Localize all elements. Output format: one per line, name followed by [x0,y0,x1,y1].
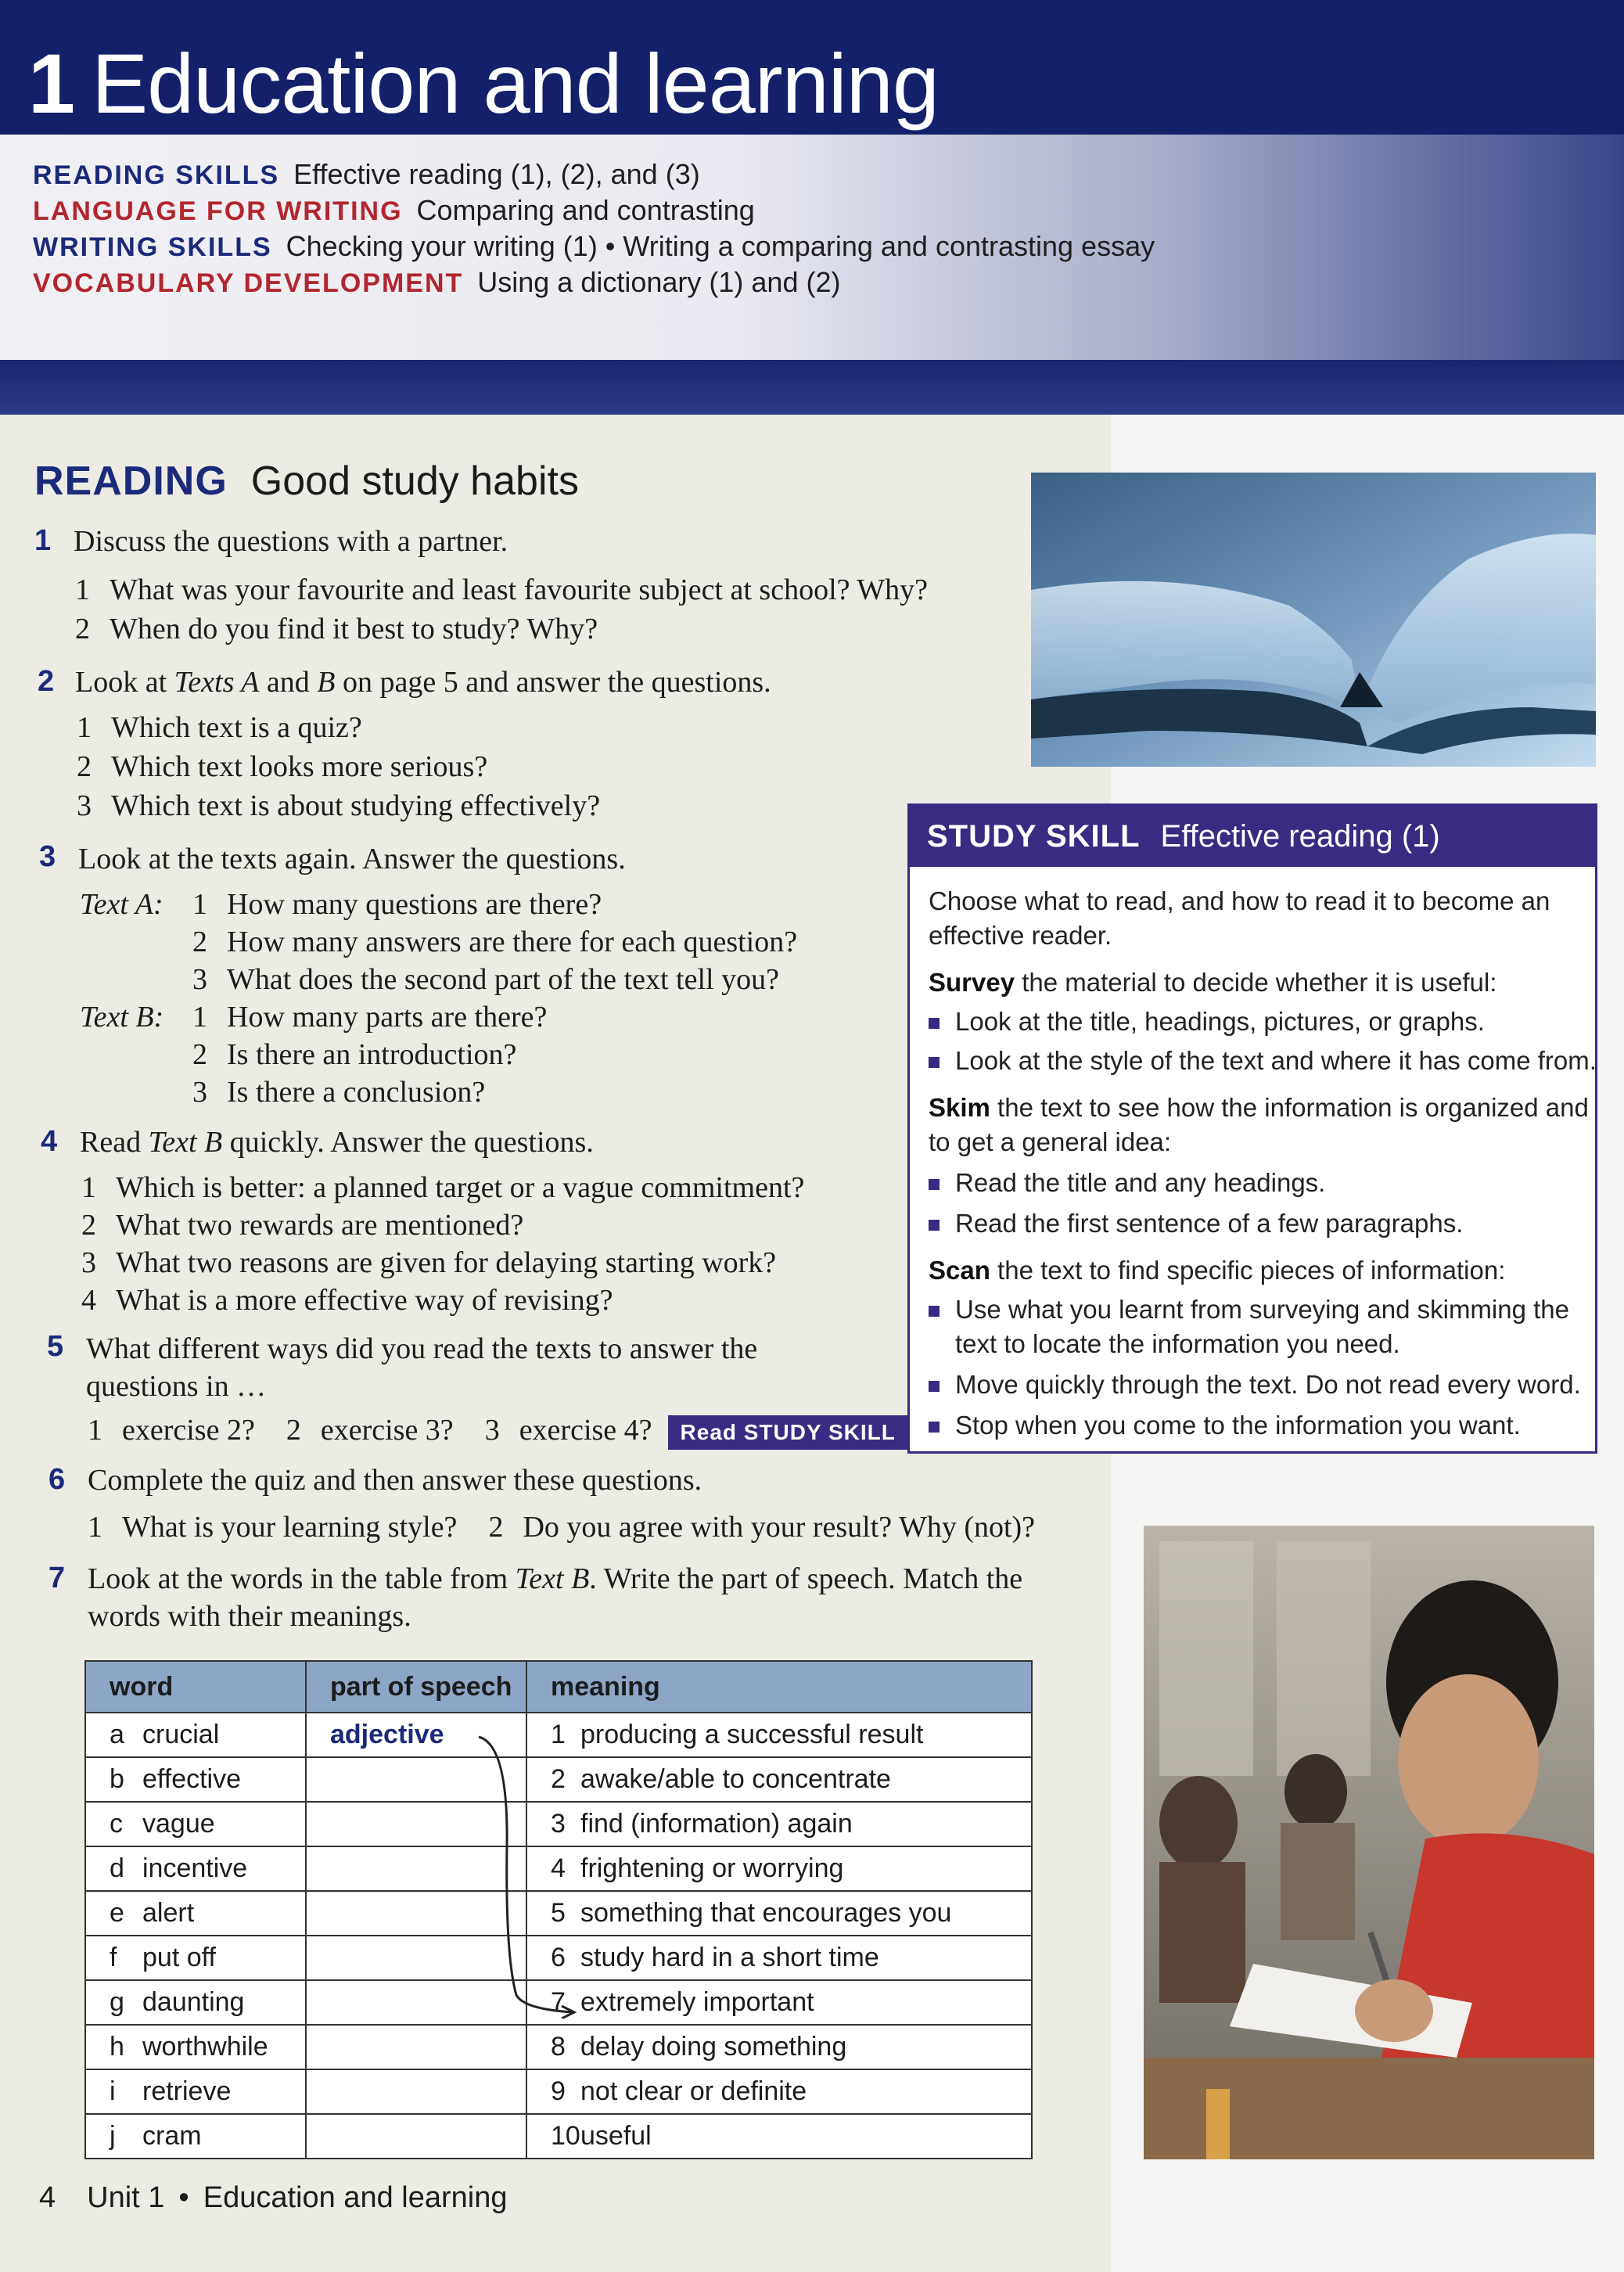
footer-separator: • [178,2181,189,2214]
exercise-number: 6 [49,1463,66,1496]
scan-bullet: Use what you learnt from surveying and skimming the [929,1292,1569,1327]
exercise-3-question: 1 How many questions are there? [192,888,602,921]
column-header-meaning: meaning [526,1661,1032,1713]
skill-label: VOCABULARY DEVELOPMENT [33,268,464,298]
skill-label: LANGUAGE FOR WRITING [33,196,403,226]
classroom-photo [1144,1526,1594,2159]
bullet-icon [929,1057,940,1068]
study-skill-header [910,806,1595,867]
exercise-4-question: 2 What two rewards are mentioned? [81,1209,524,1242]
table-row: h worthwhile 8 delay doing something [85,2025,1032,2069]
unit-title [28,34,939,132]
skill-row-writing [33,228,1155,264]
table-header-row [85,1661,1032,1713]
exercise-3-question: 2 How many answers are there for each question? [192,926,798,958]
survey-bullet: Look at the style of the text and where it has come from. [929,1044,1597,1078]
skim-bullet: Read the first sentence of a few paragraphs. [929,1206,1463,1241]
section-title-text: Good study habits [250,458,579,504]
unit-banner [0,0,1624,145]
pos-cell[interactable] [306,2114,526,2159]
exercise-3-question: 1 How many parts are there? [192,1001,548,1034]
exercise-2-question: 1 Which text is a quiz? [77,711,362,744]
skill-text: Effective reading (1), (2), and (3) [293,158,700,190]
footer-title: Education and learning [203,2181,508,2214]
exercise-number: 7 [49,1562,66,1594]
pos-cell[interactable] [306,2025,526,2069]
bullet-icon [929,1381,940,1392]
study-skill-intro: effective reader. [929,921,1112,950]
pos-cell[interactable] [306,2069,526,2114]
exercise-number: 1 [34,524,52,557]
bullet-icon [929,1220,940,1231]
scan-bullet-cont: text to locate the information you need. [955,1329,1400,1358]
exercise-3-question: 3 Is there a conclusion? [192,1076,486,1109]
footer-unit: Unit 1 [87,2181,165,2214]
exercise-5-instruction-cont: questions in … [86,1370,267,1403]
text-a-label: Text A: [80,888,163,921]
study-skill-intro: Choose what to read, and how to read it to become an [929,886,1550,915]
table-row: e alert 5 something that encourages you [85,1891,1032,1936]
table-row: i retrieve 9 not clear or definite [85,2069,1032,2114]
exercise-2-instruction: Look at Texts A and B on page 5 and answer the questions. [75,666,771,699]
table-row: j cram 10useful [85,2114,1032,2159]
skills-list [33,156,1155,300]
exercise-4-question: 3 What two reasons are given for delaying starting work? [81,1246,777,1279]
exercise-4-question: 4 What is a more effective way of revising? [81,1284,613,1317]
bullet-icon [929,1018,940,1029]
scan-heading: Scan the text to find specific pieces of information: [929,1256,1506,1285]
exercise-number: 4 [41,1125,58,1158]
skim-heading: Skim the text to see how the information is organized and [929,1093,1589,1122]
book-photo [1031,473,1596,767]
skill-row-vocabulary [33,264,1155,300]
exercise-4-question: 1 Which is better: a planned target or a vague commitment? [81,1171,805,1204]
exercise-1-instruction: Discuss the questions with a partner. [74,525,508,558]
skill-text: Checking your writing (1) • Writing a comparing and contrasting essay [286,230,1155,262]
banner-band [0,360,1624,415]
column-header-word: word [85,1661,306,1713]
exercise-6-questions: 1 What is your learning style? 2 Do you agree with your result? Why (not)? [88,1511,1036,1544]
study-skill-title: Effective reading (1) [1160,819,1440,854]
match-line [469,1721,579,2019]
table-row: b effective 2 awake/able to concentrate [85,1757,1032,1802]
exercise-number: 2 [38,665,55,698]
bullet-icon [929,1422,940,1433]
exercise-5-instruction: What different ways did you read the texts to answer the [86,1332,758,1365]
exercise-2-question: 2 Which text looks more serious? [77,750,488,783]
exercise-7-instruction-cont: words with their meanings. [88,1600,411,1633]
exercise-number: 5 [47,1330,64,1363]
skim-heading-cont: to get a general idea: [929,1127,1172,1156]
unit-number: 1 [28,36,75,131]
pos-cell[interactable]: adjective [306,1713,526,1757]
skill-label: WRITING SKILLS [33,232,272,262]
scan-bullet: Move quickly through the text. Do not read every word. [929,1368,1581,1402]
text-b-label: Text B: [80,1001,164,1034]
exercise-7-instruction: Look at the words in the table from Text B. Write the part of speech. Match the [88,1562,1023,1595]
section-label: READING [34,458,228,504]
exercise-3-question: 2 Is there an introduction? [192,1038,517,1071]
page-number: 4 [39,2181,56,2214]
survey-bullet: Look at the title, headings, pictures, or graphs. [929,1005,1485,1039]
skill-label: READING SKILLS [33,160,280,190]
bullet-icon [929,1179,940,1190]
table-row: d incentive 4 frightening or worrying [85,1846,1032,1891]
skill-row-language [33,192,1155,228]
page-footer [39,2181,507,2215]
table-row: g daunting 7 extremely important [85,1980,1032,2025]
exercise-5-options: 1 exercise 2? 2 exercise 3? 3 exercise 4? Read STUDY SKILL [88,1411,908,1450]
exercise-3-instruction: Look at the texts again. Answer the questions. [78,843,626,875]
section-title [34,458,579,505]
survey-heading: Survey the material to decide whether it is useful: [929,968,1497,997]
exercise-1-question: 1 What was your favourite and least favourite subject at school? Why? [75,573,929,606]
exercise-4-instruction: Read Text B quickly. Answer the questions. [80,1126,594,1159]
study-skill-label: STUDY SKILL [927,819,1141,854]
exercise-6-instruction: Complete the quiz and then answer these questions. [88,1464,702,1497]
table-row: a crucial adjective 1 producing a successful result [85,1713,1032,1757]
exercise-1-question: 2 When do you find it best to study? Why? [75,613,598,645]
skill-row-reading [33,156,1155,192]
column-header-part-of-speech: part of speech [306,1661,526,1713]
table-row: c vague 3 find (information) again [85,1802,1032,1846]
skim-bullet: Read the title and any headings. [929,1166,1325,1200]
skill-text: Comparing and contrasting [416,194,755,226]
study-skill-box [907,803,1597,1454]
table-row: f put off 6 study hard in a short time [85,1936,1032,1980]
skill-text: Using a dictionary (1) and (2) [477,266,841,298]
exercise-number: 3 [39,840,56,873]
bullet-icon [929,1306,940,1317]
read-study-skill-tag: Read STUDY SKILL [668,1415,908,1450]
exercise-2-question: 3 Which text is about studying effectively? [77,789,601,822]
exercise-3-question: 3 What does the second part of the text tell you? [192,963,779,996]
unit-title-text: Education and learning [92,36,939,131]
scan-bullet: Stop when you come to the information you want. [929,1408,1521,1443]
